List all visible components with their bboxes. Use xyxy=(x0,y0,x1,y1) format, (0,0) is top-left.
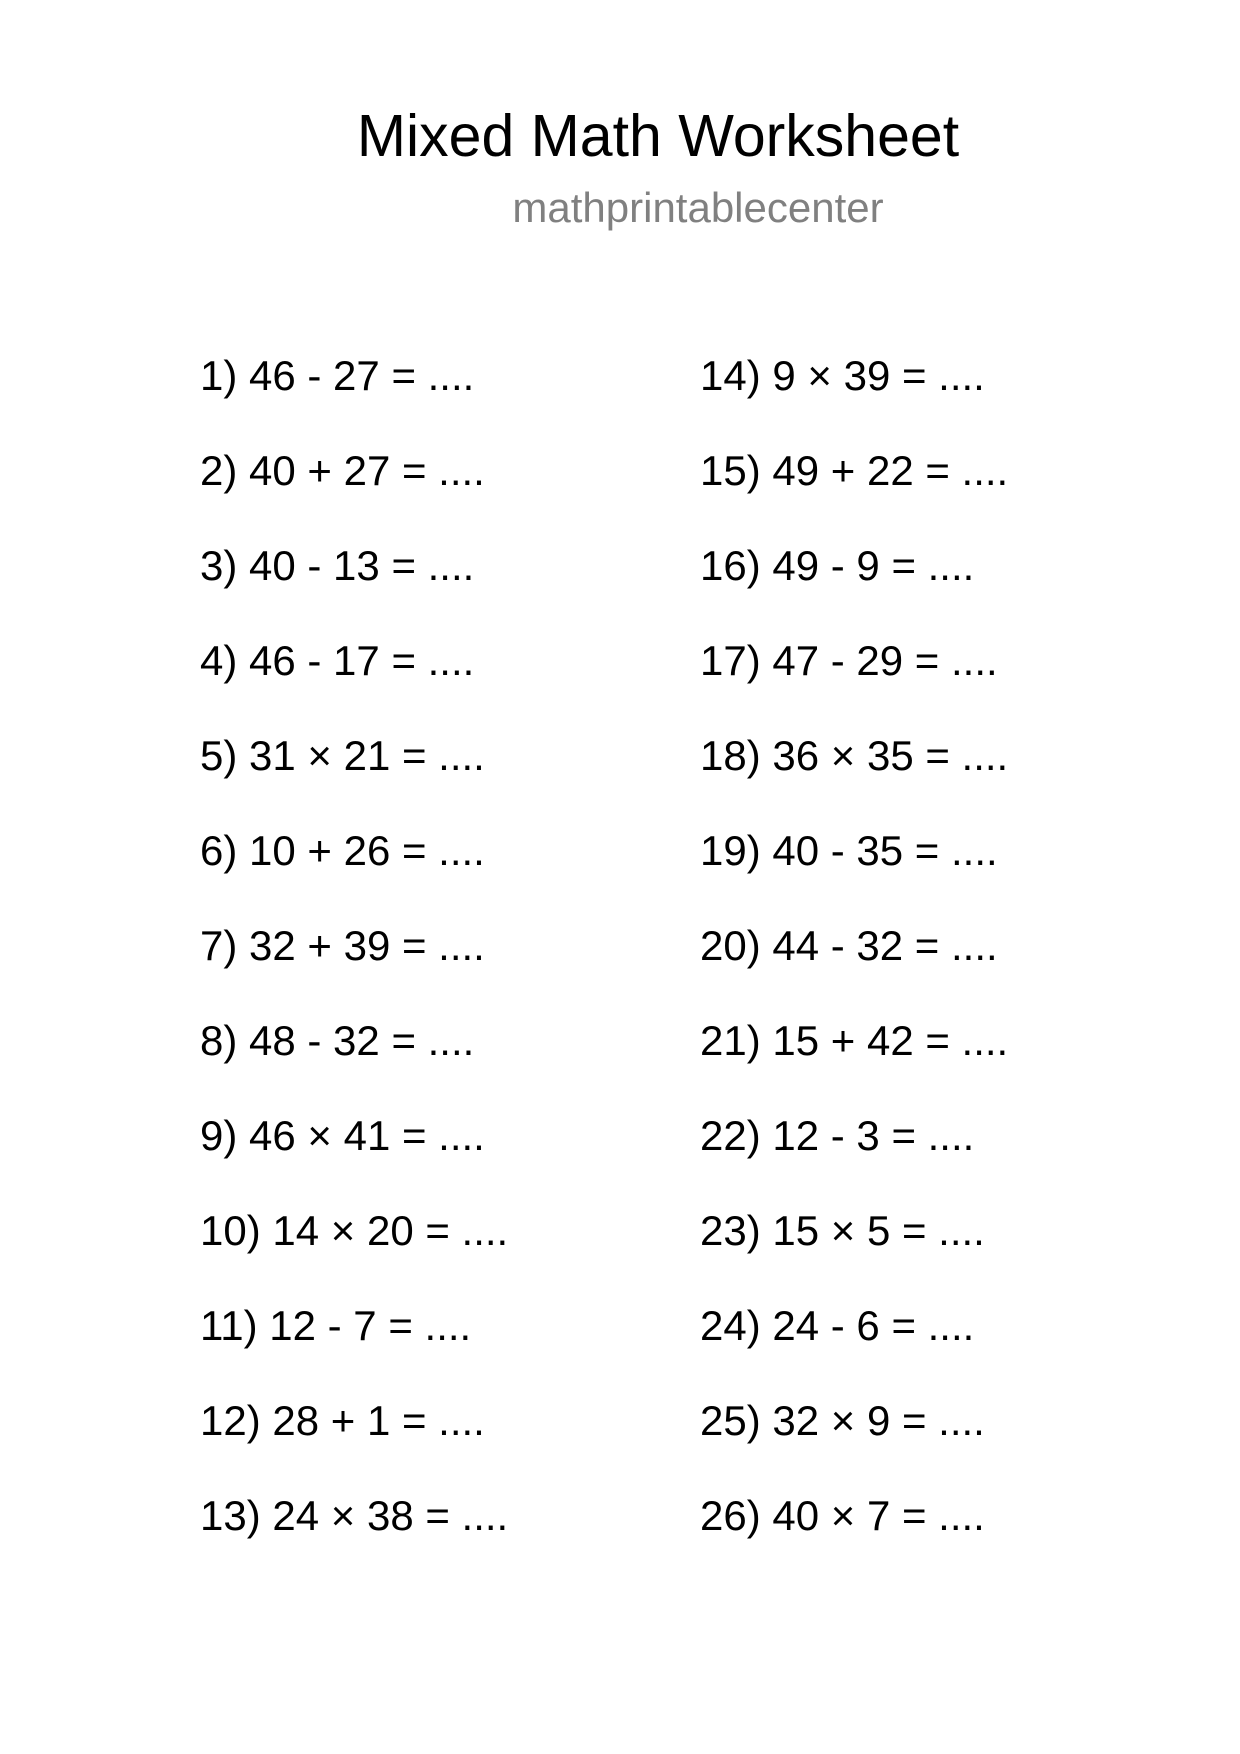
problem-item: 9) 46 × 41 = .... xyxy=(200,1112,485,1159)
problem-grid xyxy=(200,346,1140,1581)
problem-item: 24) 24 - 6 = .... xyxy=(700,1302,975,1349)
problem-item: 22) 12 - 3 = .... xyxy=(700,1112,975,1159)
problem-item: 6) 10 + 26 = .... xyxy=(200,827,485,874)
problem-column-right xyxy=(700,346,1140,1581)
problem-item: 15) 49 + 22 = .... xyxy=(700,447,1009,494)
problem-item: 25) 32 × 9 = .... xyxy=(700,1397,985,1444)
problem-item: 3) 40 - 13 = .... xyxy=(200,542,475,589)
problem-item: 8) 48 - 32 = .... xyxy=(200,1017,475,1064)
problem-item: 5) 31 × 21 = .... xyxy=(200,732,485,779)
problem-item: 19) 40 - 35 = .... xyxy=(700,827,998,874)
problem-item: 21) 15 + 42 = .... xyxy=(700,1017,1009,1064)
problem-item: 18) 36 × 35 = .... xyxy=(700,732,1009,779)
problem-item: 17) 47 - 29 = .... xyxy=(700,637,998,684)
problem-item: 4) 46 - 17 = .... xyxy=(200,637,475,684)
page-subtitle: mathprintablecenter xyxy=(512,184,884,231)
problem-item: 13) 24 × 38 = .... xyxy=(200,1492,509,1539)
problem-item: 26) 40 × 7 = .... xyxy=(700,1492,985,1539)
problem-item: 11) 12 - 7 = .... xyxy=(200,1302,472,1349)
problem-item: 16) 49 - 9 = .... xyxy=(700,542,975,589)
problem-item: 12) 28 + 1 = .... xyxy=(200,1397,485,1444)
problem-item: 1) 46 - 27 = .... xyxy=(200,352,475,399)
problem-item: 23) 15 × 5 = .... xyxy=(700,1207,985,1254)
page-title: Mixed Math Worksheet xyxy=(356,103,960,169)
problem-item: 7) 32 + 39 = .... xyxy=(200,922,485,969)
problem-item: 10) 14 × 20 = .... xyxy=(200,1207,509,1254)
problem-item: 20) 44 - 32 = .... xyxy=(700,922,998,969)
problem-item: 14) 9 × 39 = .... xyxy=(700,352,985,399)
problem-column-left xyxy=(200,346,700,1581)
problem-item: 2) 40 + 27 = .... xyxy=(200,447,485,494)
